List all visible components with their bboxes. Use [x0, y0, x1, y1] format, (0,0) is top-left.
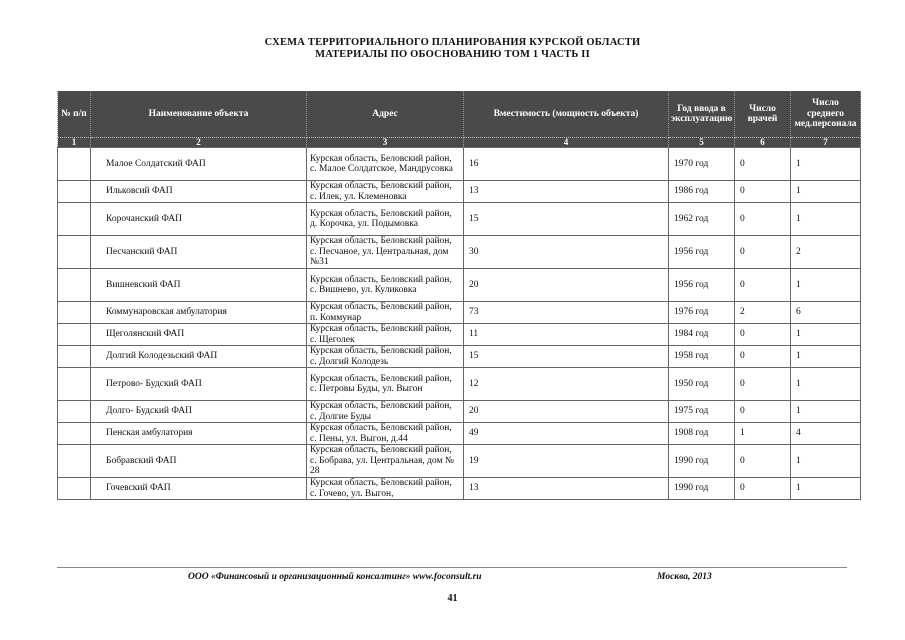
footer-divider [57, 567, 847, 568]
header-staff: Число среднего мед.персонала [791, 91, 861, 138]
row-number-cell [58, 269, 91, 302]
doctors-cell: 0 [735, 401, 791, 423]
facility-name-cell: Бобравский ФАП [91, 445, 307, 478]
address-cell: Курская область, Беловский район, с. Пены, ул. Выгон, д.44 [307, 423, 464, 445]
table-row [58, 203, 861, 236]
table-row [58, 302, 861, 324]
row-number-cell [58, 181, 91, 203]
column-numbers-row [58, 138, 861, 148]
facility-name-cell: Щеголянский ФАП [91, 324, 307, 346]
table-row [58, 324, 861, 346]
staff-cell: 1 [791, 445, 861, 478]
facility-name-cell: Корочанский ФАП [91, 203, 307, 236]
row-number-cell [58, 445, 91, 478]
doctors-cell: 0 [735, 236, 791, 269]
year-cell: 1975 год [669, 401, 735, 423]
header-year: Год ввода в эксплуатацию [669, 91, 735, 138]
staff-cell: 1 [791, 181, 861, 203]
year-cell: 1984 год [669, 324, 735, 346]
doctors-cell: 0 [735, 368, 791, 401]
address-cell: Курская область, Беловский район, п. Коммунар [307, 302, 464, 324]
staff-cell: 2 [791, 236, 861, 269]
row-number-cell [58, 346, 91, 368]
address-cell: Курская область, Беловский район, с. Песчаное, ул. Центральная, дом №31 [307, 236, 464, 269]
year-cell: 1976 год [669, 302, 735, 324]
doctors-cell: 2 [735, 302, 791, 324]
column-number: 1 [58, 138, 91, 148]
staff-cell: 1 [791, 478, 861, 500]
row-number-cell [58, 236, 91, 269]
facility-name-cell: Долгий Колодезьский ФАП [91, 346, 307, 368]
year-cell: 1962 год [669, 203, 735, 236]
title-line-1: СХЕМА ТЕРРИТОРИАЛЬНОГО ПЛАНИРОВАНИЯ КУРСКОЙ ОБЛАСТИ [264, 37, 641, 48]
table-row [58, 236, 861, 269]
table-row [58, 401, 861, 423]
capacity-cell: 15 [464, 203, 669, 236]
capacity-cell: 11 [464, 324, 669, 346]
doctors-cell: 0 [735, 324, 791, 346]
year-cell: 1970 год [669, 148, 735, 181]
facility-name-cell: Гочевский ФАП [91, 478, 307, 500]
staff-cell: 1 [791, 324, 861, 346]
row-number-cell [58, 368, 91, 401]
row-number-cell [58, 148, 91, 181]
address-cell: Курская область, Беловский район, с. Малое Солдатское, Мандрусовка [307, 148, 464, 181]
facility-name-cell: Ильковсий ФАП [91, 181, 307, 203]
header-name: Наименование объекта [91, 91, 307, 138]
facility-name-cell: Вишневский ФАП [91, 269, 307, 302]
year-cell: 1956 год [669, 269, 735, 302]
table-row [58, 423, 861, 445]
table-row [58, 148, 861, 181]
table-row [58, 181, 861, 203]
header-address: Адрес [307, 91, 464, 138]
year-cell: 1990 год [669, 445, 735, 478]
doctors-cell: 0 [735, 445, 791, 478]
table-row [58, 269, 861, 302]
facility-name-cell: Песчанский ФАП [91, 236, 307, 269]
capacity-cell: 13 [464, 181, 669, 203]
facility-name-cell: Долго- Будский ФАП [91, 401, 307, 423]
table-row [58, 478, 861, 500]
address-cell: Курская область, Беловский район, с. Долгий Колодезь [307, 346, 464, 368]
doctors-cell: 0 [735, 181, 791, 203]
capacity-cell: 16 [464, 148, 669, 181]
capacity-cell: 73 [464, 302, 669, 324]
page-number: 41 [447, 593, 458, 604]
doctors-cell: 0 [735, 203, 791, 236]
header-capacity: Вместимость (мощность объекта) [464, 91, 669, 138]
capacity-cell: 12 [464, 368, 669, 401]
doctors-cell: 0 [735, 478, 791, 500]
doctors-cell: 0 [735, 269, 791, 302]
staff-cell: 6 [791, 302, 861, 324]
capacity-cell: 49 [464, 423, 669, 445]
row-number-cell [58, 302, 91, 324]
document-title [0, 37, 905, 61]
row-number-cell [58, 203, 91, 236]
staff-cell: 4 [791, 423, 861, 445]
year-cell: 1986 год [669, 181, 735, 203]
staff-cell: 1 [791, 269, 861, 302]
capacity-cell: 20 [464, 269, 669, 302]
header-number: № п/п [58, 91, 91, 138]
footer-company: ООО «Финансовый и организационный консалтинг» www.foconsult.ru [188, 572, 482, 582]
column-number: 5 [669, 138, 735, 148]
address-cell: Курская область, Беловский район, с. Щеголек [307, 324, 464, 346]
staff-cell: 1 [791, 368, 861, 401]
title-line-2: МАТЕРИАЛЫ ПО ОБОСНОВАНИЮ ТОМ 1 ЧАСТЬ II [315, 49, 590, 60]
row-number-cell [58, 324, 91, 346]
capacity-cell: 13 [464, 478, 669, 500]
facility-name-cell: Петрово- Будский ФАП [91, 368, 307, 401]
table-body [58, 148, 861, 500]
staff-cell: 1 [791, 203, 861, 236]
address-cell: Курская область, Беловский район, д. Корочка, ул. Подымовка [307, 203, 464, 236]
year-cell: 1956 год [669, 236, 735, 269]
address-cell: Курская область, Беловский район, с. Вишнево, ул. Куликовка [307, 269, 464, 302]
capacity-cell: 30 [464, 236, 669, 269]
table-row [58, 346, 861, 368]
year-cell: 1990 год [669, 478, 735, 500]
table-row [58, 445, 861, 478]
address-cell: Курская область, Беловский район, с. Илек, ул. Клеменовка [307, 181, 464, 203]
staff-cell: 1 [791, 346, 861, 368]
column-number: 4 [464, 138, 669, 148]
doctors-cell: 0 [735, 346, 791, 368]
facility-name-cell: Пенская амбулатория [91, 423, 307, 445]
doctors-cell: 0 [735, 148, 791, 181]
year-cell: 1958 год [669, 346, 735, 368]
doctors-cell: 1 [735, 423, 791, 445]
address-cell: Курская область, Беловский район, с. Долгие Буды [307, 401, 464, 423]
address-cell: Курская область, Беловский район, с. Петровы Буды, ул. Выгон [307, 368, 464, 401]
address-cell: Курская область, Беловский район, с. Гочево, ул. Выгон, [307, 478, 464, 500]
column-number: 3 [307, 138, 464, 148]
column-number: 2 [91, 138, 307, 148]
staff-cell: 1 [791, 401, 861, 423]
capacity-cell: 15 [464, 346, 669, 368]
year-cell: 1950 год [669, 368, 735, 401]
facilities-table [57, 91, 861, 500]
staff-cell: 1 [791, 148, 861, 181]
capacity-cell: 20 [464, 401, 669, 423]
address-cell: Курская область, Беловский район, с. Бобрава, ул. Центральная, дом № 28 [307, 445, 464, 478]
row-number-cell [58, 423, 91, 445]
header-doctors: Число врачей [735, 91, 791, 138]
footer-city-year: Москва, 2013 [657, 572, 712, 582]
row-number-cell [58, 401, 91, 423]
column-number: 7 [791, 138, 861, 148]
year-cell: 1908 год [669, 423, 735, 445]
facility-name-cell: Коммунаровская амбулатория [91, 302, 307, 324]
table-row [58, 368, 861, 401]
column-number: 6 [735, 138, 791, 148]
capacity-cell: 19 [464, 445, 669, 478]
facility-name-cell: Малое Солдатский ФАП [91, 148, 307, 181]
table-header-row [58, 91, 861, 138]
row-number-cell [58, 478, 91, 500]
